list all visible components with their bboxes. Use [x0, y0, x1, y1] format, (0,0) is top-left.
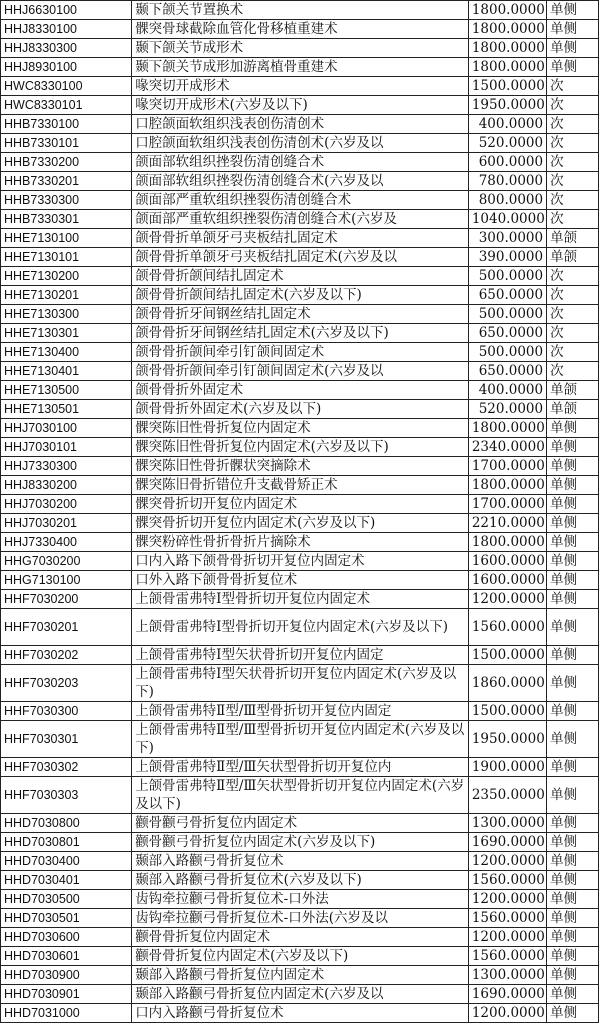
table-row: [1, 533, 599, 552]
item-name-cell: 颞部入路颧弓骨折复位术: [132, 852, 469, 871]
table-row: [1, 495, 599, 514]
item-price-cell: 520.0000: [468, 134, 546, 153]
item-name-cell: 颞部入路颧弓骨折复位内固定术: [132, 966, 469, 985]
table-row: [1, 419, 599, 438]
table-row: [1, 966, 599, 985]
item-code-cell: HHE7130501: [1, 400, 132, 419]
item-unit-cell: 次: [547, 96, 599, 115]
item-unit-cell: 单侧: [547, 814, 599, 833]
item-unit-cell: 单侧: [547, 646, 599, 665]
table-row: [1, 871, 599, 890]
item-code-cell: HHJ7030100: [1, 419, 132, 438]
table-row: [1, 343, 599, 362]
item-price-cell: 390.0000: [468, 248, 546, 267]
table-row: [1, 833, 599, 852]
item-name-cell: 颌骨骨折单颌牙弓夹板结扎固定术: [132, 229, 469, 248]
item-code-cell: HHD7030800: [1, 814, 132, 833]
item-unit-cell: 单侧: [547, 702, 599, 721]
table-row: [1, 229, 599, 248]
table-row: [1, 58, 599, 77]
item-code-cell: HHF7030202: [1, 646, 132, 665]
table-row: [1, 438, 599, 457]
table-row: [1, 814, 599, 833]
item-unit-cell: 次: [547, 115, 599, 134]
item-unit-cell: 单侧: [547, 947, 599, 966]
item-unit-cell: 单侧: [547, 419, 599, 438]
item-name-cell: 髁突陈旧骨折错位升支截骨矫正术: [132, 476, 469, 495]
item-price-cell: 1040.0000: [468, 210, 546, 229]
item-unit-cell: 单侧: [547, 1004, 599, 1023]
table-row: [1, 305, 599, 324]
item-price-cell: 1700.0000: [468, 457, 546, 476]
item-name-cell: 上颌骨雷弗特Ⅱ型/Ⅲ型骨折切开复位内固定: [132, 702, 469, 721]
item-unit-cell: 次: [547, 134, 599, 153]
item-price-cell: 650.0000: [468, 362, 546, 381]
item-price-cell: 1500.0000: [468, 77, 546, 96]
item-code-cell: HHD7030401: [1, 871, 132, 890]
table-row: [1, 476, 599, 495]
item-unit-cell: 单侧: [547, 58, 599, 77]
item-name-cell: 上颌骨雷弗特Ⅰ型骨折切开复位内固定术(六岁及以下): [132, 609, 469, 646]
item-unit-cell: 单侧: [547, 20, 599, 39]
item-price-cell: 1800.0000: [468, 20, 546, 39]
item-code-cell: HHD7030501: [1, 909, 132, 928]
item-name-cell: 髁突骨球截除血管化骨移植重建术: [132, 20, 469, 39]
item-name-cell: 髁突陈旧性骨折复位内固定术: [132, 419, 469, 438]
table-row: [1, 77, 599, 96]
item-code-cell: HHE7130101: [1, 248, 132, 267]
item-name-cell: 口内入路下颌骨骨折切开复位内固定术: [132, 552, 469, 571]
item-name-cell: 颌骨骨折单颌牙弓夹板结扎固定术(六岁及以: [132, 248, 469, 267]
item-unit-cell: 单侧: [547, 985, 599, 1004]
item-name-cell: 上颌骨雷弗特Ⅱ型/Ⅲ矢状型骨折切开复位内固定术(六岁及以下): [132, 777, 469, 814]
item-unit-cell: 单侧: [547, 665, 599, 702]
item-code-cell: HHF7030300: [1, 702, 132, 721]
item-unit-cell: 单侧: [547, 928, 599, 947]
item-name-cell: 颌骨骨折外固定术(六岁及以下): [132, 400, 469, 419]
item-unit-cell: 次: [547, 343, 599, 362]
item-name-cell: 喙突切开成形术(六岁及以下): [132, 96, 469, 115]
item-price-cell: 2350.0000: [468, 777, 546, 814]
item-unit-cell: 单颌: [547, 381, 599, 400]
item-name-cell: 上颌骨雷弗特Ⅰ型矢状骨折切开复位内固定: [132, 646, 469, 665]
table-row: [1, 172, 599, 191]
item-code-cell: HHJ8330100: [1, 20, 132, 39]
table-row: [1, 721, 599, 758]
item-price-cell: 800.0000: [468, 191, 546, 210]
table-row: [1, 115, 599, 134]
item-price-cell: 2210.0000: [468, 514, 546, 533]
item-code-cell: HHB7330300: [1, 191, 132, 210]
item-price-cell: 1950.0000: [468, 96, 546, 115]
item-unit-cell: 单侧: [547, 777, 599, 814]
item-unit-cell: 单侧: [547, 852, 599, 871]
item-code-cell: HHG7030200: [1, 552, 132, 571]
item-price-cell: 1300.0000: [468, 966, 546, 985]
table-row: [1, 324, 599, 343]
item-price-cell: 400.0000: [468, 115, 546, 134]
item-name-cell: 上颌骨雷弗特Ⅱ型/Ⅲ型骨折切开复位内固定术(六岁及以下): [132, 721, 469, 758]
item-price-cell: 1860.0000: [468, 665, 546, 702]
item-code-cell: HHD7030600: [1, 928, 132, 947]
item-name-cell: 齿钩牵拉颧弓骨折复位术-口外法(六岁及以: [132, 909, 469, 928]
item-code-cell: HHD7030901: [1, 985, 132, 1004]
item-name-cell: 颌面部严重软组织挫裂伤清创缝合术: [132, 191, 469, 210]
item-code-cell: HHE7130500: [1, 381, 132, 400]
item-price-cell: 1950.0000: [468, 721, 546, 758]
item-code-cell: HHD7030500: [1, 890, 132, 909]
item-code-cell: HWC8330100: [1, 77, 132, 96]
item-unit-cell: 单侧: [547, 571, 599, 590]
item-price-cell: 1600.0000: [468, 552, 546, 571]
item-code-cell: HHE7130400: [1, 343, 132, 362]
item-name-cell: 髁突陈旧性骨折髁状突摘除术: [132, 457, 469, 476]
item-name-cell: 颌骨骨折颌间牵引钉颌间固定术: [132, 343, 469, 362]
item-code-cell: HHF7030203: [1, 665, 132, 702]
item-unit-cell: 单颌: [547, 248, 599, 267]
item-unit-cell: 单侧: [547, 909, 599, 928]
item-code-cell: HHE7130100: [1, 229, 132, 248]
item-price-cell: 1200.0000: [468, 590, 546, 609]
table-row: [1, 947, 599, 966]
fee-table-body: [1, 1, 599, 1023]
item-code-cell: HHF7030301: [1, 721, 132, 758]
item-unit-cell: 单侧: [547, 609, 599, 646]
item-name-cell: 颌骨骨折颌间结扎固定术: [132, 267, 469, 286]
item-price-cell: 1800.0000: [468, 533, 546, 552]
item-price-cell: 1560.0000: [468, 947, 546, 966]
item-unit-cell: 次: [547, 286, 599, 305]
item-code-cell: HHJ7030201: [1, 514, 132, 533]
item-name-cell: 上颌骨雷弗特Ⅱ型/Ⅲ矢状型骨折切开复位内: [132, 758, 469, 777]
item-price-cell: 1690.0000: [468, 985, 546, 1004]
item-price-cell: 1560.0000: [468, 871, 546, 890]
item-name-cell: 口腔颌面软组织浅表创伤清创术(六岁及以: [132, 134, 469, 153]
item-name-cell: 颌骨骨折颌间牵引钉颌间固定术(六岁及以: [132, 362, 469, 381]
table-row: [1, 96, 599, 115]
item-name-cell: 颞部入路颧弓骨折复位术(六岁及以下): [132, 871, 469, 890]
table-row: [1, 552, 599, 571]
item-name-cell: 颞下颌关节置换术: [132, 1, 469, 20]
table-row: [1, 1004, 599, 1023]
item-price-cell: 1200.0000: [468, 890, 546, 909]
table-row: [1, 381, 599, 400]
item-code-cell: HHD7030601: [1, 947, 132, 966]
item-code-cell: HHE7130201: [1, 286, 132, 305]
table-row: [1, 571, 599, 590]
item-name-cell: 颌面部软组织挫裂伤清创缝合术(六岁及以: [132, 172, 469, 191]
item-unit-cell: 单侧: [547, 721, 599, 758]
item-price-cell: 1200.0000: [468, 852, 546, 871]
item-name-cell: 上颌骨雷弗特Ⅰ型矢状骨折切开复位内固定术(六岁及以下): [132, 665, 469, 702]
item-price-cell: 1800.0000: [468, 58, 546, 77]
item-price-cell: 1800.0000: [468, 476, 546, 495]
item-code-cell: HHB7330301: [1, 210, 132, 229]
item-code-cell: HHB7330201: [1, 172, 132, 191]
table-row: [1, 153, 599, 172]
item-unit-cell: 单侧: [547, 552, 599, 571]
item-name-cell: 齿钩牵拉颧弓骨折复位术-口外法: [132, 890, 469, 909]
item-price-cell: 400.0000: [468, 381, 546, 400]
item-code-cell: HHF7030302: [1, 758, 132, 777]
item-code-cell: HHJ8330300: [1, 39, 132, 58]
item-unit-cell: 单侧: [547, 890, 599, 909]
item-code-cell: HHD7031000: [1, 1004, 132, 1023]
item-price-cell: 1200.0000: [468, 1004, 546, 1023]
table-row: [1, 890, 599, 909]
item-price-cell: 1800.0000: [468, 419, 546, 438]
item-code-cell: HHF7030201: [1, 609, 132, 646]
item-price-cell: 500.0000: [468, 343, 546, 362]
item-code-cell: HHD7030801: [1, 833, 132, 852]
item-name-cell: 颌骨骨折牙间钢丝结扎固定术: [132, 305, 469, 324]
table-row: [1, 665, 599, 702]
table-row: [1, 134, 599, 153]
item-price-cell: 1700.0000: [468, 495, 546, 514]
table-row: [1, 985, 599, 1004]
item-name-cell: 喙突切开成形术: [132, 77, 469, 96]
item-price-cell: 500.0000: [468, 267, 546, 286]
item-name-cell: 颞下颌关节成形术: [132, 39, 469, 58]
item-code-cell: HHJ8930100: [1, 58, 132, 77]
item-price-cell: 1560.0000: [468, 609, 546, 646]
item-code-cell: HHE7130301: [1, 324, 132, 343]
item-name-cell: 颧骨骨折复位内固定术: [132, 928, 469, 947]
item-name-cell: 髁突粉碎性骨折骨折片摘除术: [132, 533, 469, 552]
item-name-cell: 颧骨颧弓骨折复位内固定术: [132, 814, 469, 833]
item-name-cell: 颌骨骨折牙间钢丝结扎固定术(六岁及以下): [132, 324, 469, 343]
item-price-cell: 520.0000: [468, 400, 546, 419]
item-code-cell: HHE7130300: [1, 305, 132, 324]
item-unit-cell: 单颌: [547, 400, 599, 419]
item-price-cell: 1800.0000: [468, 39, 546, 58]
item-unit-cell: 单侧: [547, 476, 599, 495]
table-row: [1, 248, 599, 267]
item-name-cell: 颌面部软组织挫裂伤清创缝合术: [132, 153, 469, 172]
item-name-cell: 上颌骨雷弗特Ⅰ型骨折切开复位内固定术: [132, 590, 469, 609]
item-unit-cell: 单颌: [547, 229, 599, 248]
table-row: [1, 286, 599, 305]
item-price-cell: 1560.0000: [468, 909, 546, 928]
item-unit-cell: 次: [547, 172, 599, 191]
item-unit-cell: 次: [547, 191, 599, 210]
item-unit-cell: 单侧: [547, 590, 599, 609]
item-code-cell: HHF7030200: [1, 590, 132, 609]
item-name-cell: 髁突陈旧性骨折复位内固定术(六岁及以下): [132, 438, 469, 457]
item-unit-cell: 单侧: [547, 833, 599, 852]
table-row: [1, 646, 599, 665]
item-price-cell: 650.0000: [468, 286, 546, 305]
item-unit-cell: 单侧: [547, 514, 599, 533]
item-name-cell: 髁突骨折切开复位内固定术(六岁及以下): [132, 514, 469, 533]
item-unit-cell: 次: [547, 324, 599, 343]
item-price-cell: 780.0000: [468, 172, 546, 191]
item-unit-cell: 单侧: [547, 758, 599, 777]
table-row: [1, 210, 599, 229]
item-price-cell: 1500.0000: [468, 702, 546, 721]
table-row: [1, 1, 599, 20]
item-name-cell: 颞部入路颧弓骨折复位内固定术(六岁及以: [132, 985, 469, 1004]
table-row: [1, 852, 599, 871]
item-price-cell: 300.0000: [468, 229, 546, 248]
item-price-cell: 600.0000: [468, 153, 546, 172]
item-code-cell: HHJ7330300: [1, 457, 132, 476]
item-code-cell: HHJ8330200: [1, 476, 132, 495]
item-price-cell: 1600.0000: [468, 571, 546, 590]
table-row: [1, 191, 599, 210]
item-unit-cell: 次: [547, 267, 599, 286]
item-code-cell: HHB7330100: [1, 115, 132, 134]
item-price-cell: 1800.0000: [468, 1, 546, 20]
item-price-cell: 1200.0000: [468, 928, 546, 947]
item-unit-cell: 单侧: [547, 457, 599, 476]
item-unit-cell: 单侧: [547, 39, 599, 58]
item-code-cell: HHJ6630100: [1, 1, 132, 20]
item-code-cell: HHD7030400: [1, 852, 132, 871]
item-code-cell: HHF7030303: [1, 777, 132, 814]
item-name-cell: 颌骨骨折外固定术: [132, 381, 469, 400]
item-price-cell: 500.0000: [468, 305, 546, 324]
table-row: [1, 777, 599, 814]
item-unit-cell: 次: [547, 153, 599, 172]
item-unit-cell: 单侧: [547, 533, 599, 552]
item-name-cell: 口内入路颧弓骨折复位术: [132, 1004, 469, 1023]
item-code-cell: HHJ7030200: [1, 495, 132, 514]
table-row: [1, 909, 599, 928]
item-unit-cell: 次: [547, 210, 599, 229]
item-code-cell: HHJ7030101: [1, 438, 132, 457]
item-unit-cell: 次: [547, 305, 599, 324]
item-name-cell: 口外入路下颌骨骨折复位术: [132, 571, 469, 590]
item-price-cell: 1900.0000: [468, 758, 546, 777]
item-unit-cell: 次: [547, 362, 599, 381]
item-price-cell: 2340.0000: [468, 438, 546, 457]
item-price-cell: 650.0000: [468, 324, 546, 343]
item-code-cell: HHB7330200: [1, 153, 132, 172]
table-row: [1, 457, 599, 476]
table-row: [1, 20, 599, 39]
item-name-cell: 颧骨骨折复位内固定术(六岁及以下): [132, 947, 469, 966]
item-code-cell: HHJ7330400: [1, 533, 132, 552]
table-row: [1, 400, 599, 419]
item-code-cell: HWC8330101: [1, 96, 132, 115]
item-code-cell: HHE7130200: [1, 267, 132, 286]
item-name-cell: 颧骨颧弓骨折复位内固定术(六岁及以下): [132, 833, 469, 852]
item-unit-cell: 单侧: [547, 966, 599, 985]
item-name-cell: 颞下颌关节成形加游离植骨重建术: [132, 58, 469, 77]
item-name-cell: 颌面部严重软组织挫裂伤清创缝合术(六岁及: [132, 210, 469, 229]
item-code-cell: HHE7130401: [1, 362, 132, 381]
table-row: [1, 609, 599, 646]
table-row: [1, 758, 599, 777]
item-unit-cell: 单侧: [547, 1, 599, 20]
table-row: [1, 514, 599, 533]
item-code-cell: HHB7330101: [1, 134, 132, 153]
item-name-cell: 口腔颌面软组织浅表创伤清创术: [132, 115, 469, 134]
item-name-cell: 颌骨骨折颌间结扎固定术(六岁及以下): [132, 286, 469, 305]
table-row: [1, 928, 599, 947]
item-price-cell: 1500.0000: [468, 646, 546, 665]
item-unit-cell: 单侧: [547, 495, 599, 514]
item-price-cell: 1300.0000: [468, 814, 546, 833]
table-row: [1, 362, 599, 381]
table-row: [1, 39, 599, 58]
item-unit-cell: 单侧: [547, 871, 599, 890]
item-name-cell: 髁突骨折切开复位内固定术: [132, 495, 469, 514]
item-unit-cell: 单侧: [547, 438, 599, 457]
item-price-cell: 1690.0000: [468, 833, 546, 852]
table-row: [1, 702, 599, 721]
table-row: [1, 590, 599, 609]
item-code-cell: HHG7130100: [1, 571, 132, 590]
item-unit-cell: 次: [547, 77, 599, 96]
table-row: [1, 267, 599, 286]
item-code-cell: HHD7030900: [1, 966, 132, 985]
